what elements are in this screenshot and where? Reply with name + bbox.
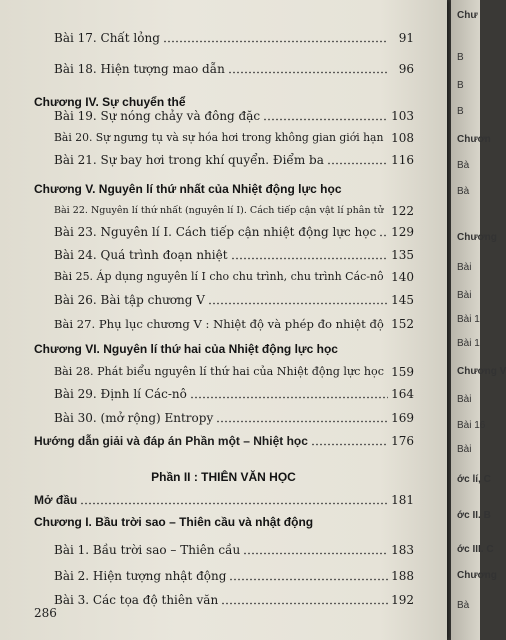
next-page-fragment: Bài 16: [457, 420, 486, 431]
entry-title: Bài 3. Các tọa độ thiên văn: [54, 593, 219, 607]
toc-entry[interactable]: [0, 566, 447, 586]
entry-title: Bài 29. Định lí Các-nô: [54, 387, 187, 401]
next-page-fragment: Bài: [457, 290, 472, 301]
toc-entry[interactable]: [0, 28, 447, 48]
dot-leader: [387, 140, 388, 143]
entry-page-number: 140: [391, 270, 414, 284]
dot-leader: [190, 396, 388, 399]
entry-title: Bài 30. (mở rộng) Entropy: [54, 411, 214, 425]
toc-entry[interactable]: [0, 384, 447, 404]
entry-title: Bài 21. Sự bay hơi trong khí quyển. Điểm ba: [54, 153, 324, 167]
entry-page-number: 96: [398, 62, 414, 76]
dot-leader: [221, 602, 388, 605]
next-page-fragment: Bà: [457, 186, 470, 197]
toc-entry[interactable]: [0, 362, 447, 382]
entry-page-number: 152: [391, 317, 414, 331]
chapter-heading: Chương VI. Nguyên lí thứ hai của Nhiệt động lực học: [34, 342, 338, 356]
next-page-fragment: B: [457, 106, 464, 117]
dot-leader: [263, 118, 388, 121]
toc-entry[interactable]: [0, 59, 447, 79]
toc-entry[interactable]: [0, 267, 447, 287]
adjacent-page-edge: [451, 0, 506, 640]
toc-entry[interactable]: [0, 128, 447, 148]
toc-entry[interactable]: [0, 408, 447, 428]
entry-page-number: 183: [391, 543, 414, 557]
next-page-fragment: Bà: [457, 160, 470, 171]
dot-leader: [311, 443, 388, 446]
toc-entry[interactable]: [0, 314, 447, 334]
entry-title: Bài 25. Áp dụng nguyên lí I cho chu trình, chu trình Các-nô: [54, 270, 384, 283]
next-page-fragment: ớc III. C: [457, 544, 494, 555]
next-page-fragment: Chương: [457, 232, 497, 243]
next-page-fragment: Chươn: [457, 134, 491, 145]
entry-page-number: 176: [391, 434, 414, 448]
toc-entry[interactable]: [0, 431, 447, 451]
entry-page-number: 159: [391, 365, 414, 379]
next-page-fragment: Chương V: [457, 366, 506, 377]
dot-leader: [216, 420, 388, 423]
entry-page-number: 135: [391, 248, 414, 262]
toc-entry[interactable]: [0, 106, 447, 126]
next-page-fragment: Chư: [457, 10, 478, 21]
entry-page-number: 108: [391, 131, 414, 145]
part-title: Phần II : THIÊN VĂN HỌC: [151, 470, 296, 484]
next-page-fragment: Chương: [457, 570, 497, 581]
entry-page-number: 164: [391, 387, 414, 401]
next-page-fragment: Bài 1: [457, 314, 480, 325]
entry-title: Bài 28. Phát biểu nguyên lí thứ hai của Nhiệt động lực học: [54, 365, 384, 378]
entry-page-number: 103: [391, 109, 414, 123]
dot-leader: [387, 213, 388, 216]
entry-page-number: 91: [398, 31, 414, 45]
entry-title: Bài 26. Bài tập chương V: [54, 293, 205, 307]
toc-entry[interactable]: [0, 590, 447, 610]
next-page-fragment: B: [457, 80, 464, 91]
entry-page-number: 181: [391, 493, 414, 507]
chapter-heading: Chương I. Bầu trời sao – Thiên cầu và nhật động: [34, 515, 314, 529]
toc-entry[interactable]: [0, 150, 447, 170]
next-page-fragment: B: [457, 52, 464, 63]
entry-title: Mở đầu: [34, 493, 78, 507]
dot-leader: [228, 71, 388, 74]
chapter-heading: Chương IV. Sự chuyển thể: [34, 95, 186, 109]
next-page-fragment: Bà: [457, 600, 470, 611]
next-page-fragment: Bài: [457, 262, 472, 273]
dot-leader: [327, 162, 388, 165]
toc-entry[interactable]: [0, 290, 447, 310]
entry-title: Bài 19. Sự nóng chảy và đông đặc: [54, 109, 261, 123]
toc-entry[interactable]: [0, 490, 447, 510]
dot-leader: [243, 552, 388, 555]
next-page-fragment: ớc lí, C: [457, 474, 491, 485]
next-page-fragment: Bài 1: [457, 338, 480, 349]
entry-page-number: 129: [391, 225, 414, 239]
next-page-fragment: Bài: [457, 444, 472, 455]
entry-page-number: 145: [391, 293, 414, 307]
entry-title: Bài 18. Hiện tượng mao dẫn: [54, 62, 225, 76]
page-number: 286: [34, 606, 57, 620]
entry-title: Bài 17. Chất lỏng: [54, 31, 160, 45]
toc-entry[interactable]: [0, 201, 447, 221]
dot-leader: [387, 279, 388, 282]
dot-leader: [387, 326, 388, 329]
entry-page-number: 122: [391, 204, 414, 218]
toc-entry[interactable]: [0, 245, 447, 265]
dot-leader: [379, 234, 388, 237]
entry-title: Bài 23. Nguyên lí I. Cách tiếp cận nhiệt động lực học: [54, 225, 377, 239]
entry-title: Bài 24. Quá trình đoạn nhiệt: [54, 248, 228, 262]
toc-entry[interactable]: [0, 540, 447, 560]
entry-page-number: 169: [391, 411, 414, 425]
dot-leader: [229, 578, 388, 581]
entry-title: Bài 2. Hiện tượng nhật động: [54, 569, 227, 583]
entry-title: Bài 1. Bầu trời sao – Thiên cầu: [54, 543, 241, 557]
entry-page-number: 192: [391, 593, 414, 607]
dot-leader: [231, 257, 388, 260]
next-page-fragment: ớc II. B: [457, 510, 491, 521]
entry-page-number: 188: [391, 569, 414, 583]
entry-title: Hướng dẫn giải và đáp án Phần một – Nhiệt học: [34, 434, 308, 448]
dot-leader: [208, 302, 388, 305]
entry-title: Bài 22. Nguyên lí thứ nhất (nguyên lí I). Cách tiếp cận vật lí phân tử: [54, 205, 384, 216]
toc-entry[interactable]: [0, 222, 447, 242]
entry-title: Bài 20. Sự ngưng tụ và sự hóa hơi trong không gian giới hạn: [54, 131, 384, 144]
entry-page-number: 116: [391, 153, 414, 167]
dot-leader: [163, 40, 388, 43]
entry-title: Bài 27. Phụ lục chương V : Nhiệt độ và phép đo nhiệt độ: [54, 317, 384, 331]
dot-leader: [387, 374, 388, 377]
next-page-fragment: Bài: [457, 394, 472, 405]
dot-leader: [80, 502, 388, 505]
chapter-heading: Chương V. Nguyên lí thứ nhất của Nhiệt động lực học: [34, 182, 342, 196]
